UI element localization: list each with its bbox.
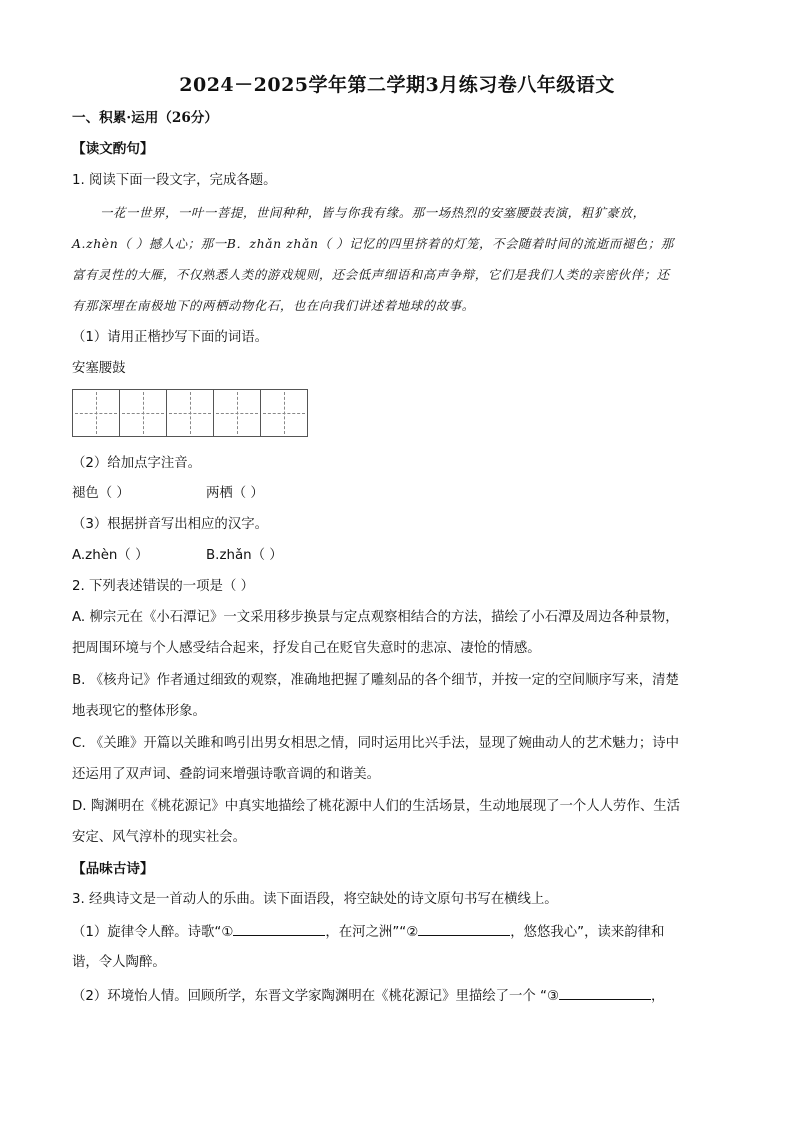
q3-part-1-prefix: （1）旋律令人醉。诗歌“① — [72, 925, 234, 940]
q1-passage-line-4: 有那深埋在南极地下的两栖动物化石，也在向我们讲述着地球的故事。 — [72, 298, 475, 313]
q3-part-2-prefix: （2）环境怡人情。回顾所学，东晋文学家陶渊明在《桃花源记》里描绘了一个 “③ — [72, 989, 559, 1004]
writing-cell[interactable] — [260, 389, 308, 437]
q3-part-1-line-1 — [72, 921, 664, 943]
page-title: 2024－2025学年第二学期3月练习卷八年级语文 — [179, 74, 615, 96]
answer-blank-2[interactable] — [418, 921, 510, 936]
q3-part-1-suffix: ，悠悠我心”，读来韵律和 — [510, 925, 665, 940]
q2-option-b-line-1: B. 《核舟记》作者通过细致的观察，准确地把握了雕刻品的各个细节，并按一定的空间顺序写来，清楚 — [72, 673, 679, 688]
q2-option-a-line-2: 把周围环境与个人感受结合起来，抒发自己在贬官失意时的悲凉、凄怆的情感。 — [72, 641, 541, 656]
q3-part-1-middle: ，在河之洲”“② — [325, 925, 419, 940]
answer-blank-3[interactable] — [559, 985, 651, 1000]
writing-cell[interactable] — [119, 389, 167, 437]
q2-option-c-line-1: C. 《关雎》开篇以关雎和鸣引出男女相思之情，同时运用比兴手法，显现了婉曲动人的艺术魅力；诗中 — [72, 736, 680, 751]
q3-part-1-line-2: 谐，令人陶醉。 — [72, 955, 166, 970]
writing-grid[interactable] — [72, 389, 308, 437]
q1-passage-line-2: A.zhèn（ ）撼人心；那一B．zhǎn zhǎn（ ）记忆的四里挤着的灯笼，不会随着时间的流逝而褪色；那 — [72, 236, 674, 251]
q2-option-d-line-2: 安定、风气淳朴的现实社会。 — [72, 830, 247, 845]
q1-part-3-a: A.zhèn（ ） — [72, 548, 149, 563]
q1-passage-line-3: 富有灵性的大雁，不仅熟悉人类的游戏规则，还会低声细语和高声争辩，它们是我们人类的亲密伙伴；还 — [72, 267, 670, 282]
subsection-reading: 【读文酌句】 — [72, 141, 154, 157]
section-heading: 一、积累·运用（26分） — [72, 110, 218, 126]
q1-part-3-b: B.zhǎn（ ） — [206, 548, 283, 563]
q1-part-2-b: 两栖（ ） — [206, 486, 264, 501]
q2-option-b-line-2: 地表现它的整体形象。 — [72, 704, 206, 719]
q2-option-a-line-1: A. 柳宗元在《小石潭记》一文采用移步换景与定点观察相结合的方法，描绘了小石潭及周边各种景物， — [72, 610, 679, 625]
writing-cell[interactable] — [166, 389, 214, 437]
q1-part-2: （2）给加点字注音。 — [72, 456, 202, 471]
q1-part-2-a: 褪色（ ） — [72, 486, 130, 501]
q2-stem: 2. 下列表述错误的一项是（ ） — [72, 579, 254, 594]
subsection-poem: 【品味古诗】 — [72, 861, 154, 877]
q1-word: 安塞腰鼓 — [72, 361, 126, 376]
q1-stem: 1. 阅读下面一段文字，完成各题。 — [72, 173, 277, 188]
q1-part-1: （1）请用正楷抄写下面的词语。 — [72, 330, 268, 345]
q2-option-c-line-2: 还运用了双声词、叠韵词来增强诗歌音调的和谐美。 — [72, 767, 380, 782]
q1-passage-line-1: 一花一世界，一叶一菩提，世间种种，皆与你我有缘。那一场热烈的安塞腰鼓表演，粗犷豪放， — [100, 205, 646, 220]
q1-part-3: （3）根据拼音写出相应的汉字。 — [72, 517, 268, 532]
writing-cell[interactable] — [213, 389, 261, 437]
q3-stem: 3. 经典诗文是一首动人的乐曲。读下面语段，将空缺处的诗文原句书写在横线上。 — [72, 892, 558, 907]
q2-option-d-line-1: D. 陶渊明在《桃花源记》中真实地描绘了桃花源中人们的生活场景，生动地展现了一个人人劳作、生活 — [72, 799, 681, 814]
writing-cell[interactable] — [72, 389, 120, 437]
q3-part-2-line-1 — [72, 985, 664, 1007]
q3-part-2-suffix: ， — [651, 989, 665, 1004]
answer-blank-1[interactable] — [233, 921, 325, 936]
